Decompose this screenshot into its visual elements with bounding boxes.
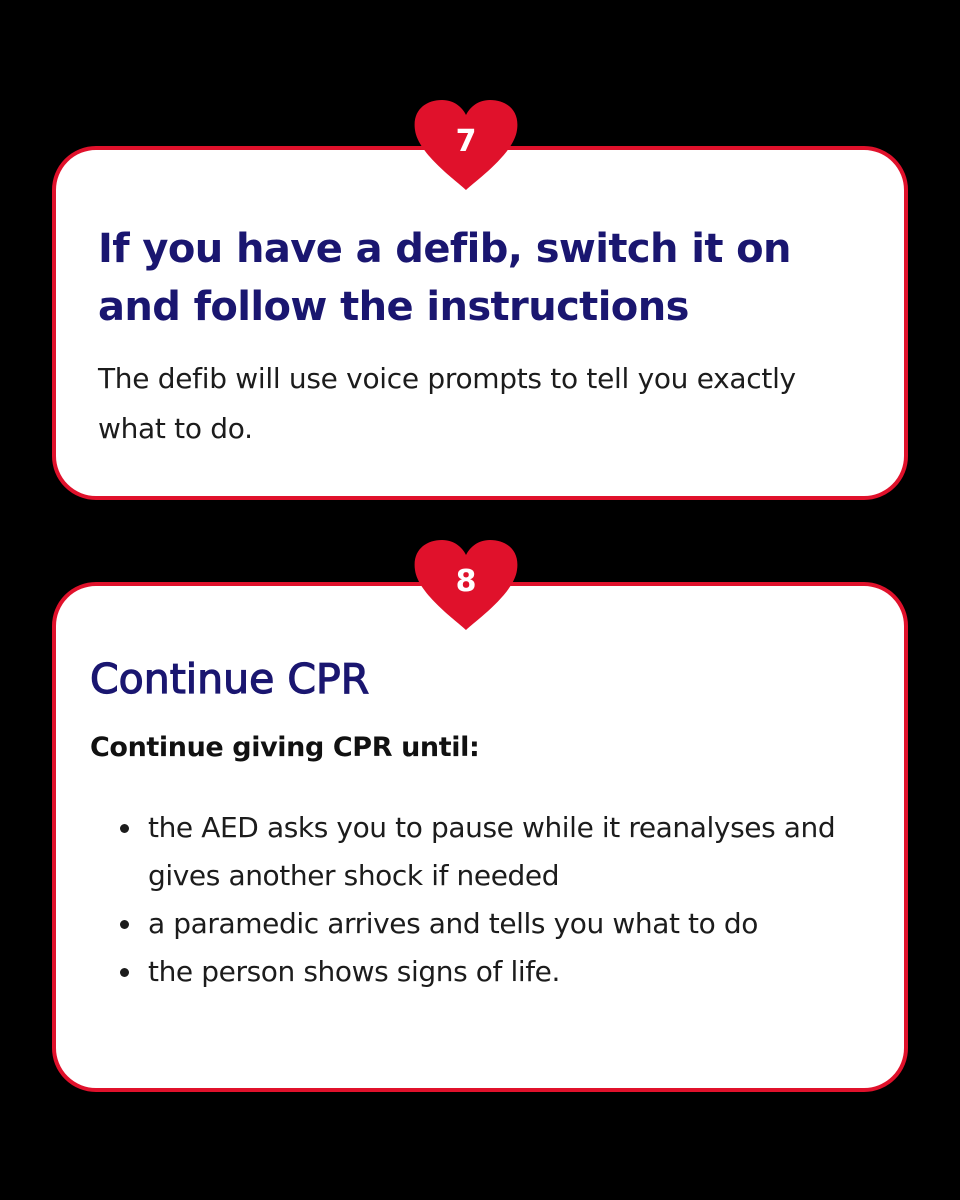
step-8-card [52, 582, 908, 1092]
list-item [114, 900, 894, 948]
bullet-icon [120, 968, 129, 977]
list-item-text: a paramedic arrives and tells you what to do [148, 907, 758, 940]
step-8-number: 8 [455, 564, 477, 599]
list-item [114, 948, 894, 996]
step-7-title: If you have a defib, switch it on and follow the instructions [98, 226, 791, 330]
list-item [114, 804, 894, 900]
bullet-icon [120, 920, 129, 929]
step-7-card [52, 146, 908, 500]
list-item-text: the AED asks you to pause while it reanalyses and gives another shock if needed [148, 811, 836, 892]
bullet-icon [120, 824, 129, 833]
step-8-subheading: Continue giving CPR until: [90, 732, 480, 763]
step-7-description: The defib will use voice prompts to tell you exactly what to do. [98, 362, 796, 445]
step-8-list [114, 804, 894, 996]
step-7-number: 7 [455, 124, 477, 159]
step-7-badge [412, 98, 520, 194]
step-8-title: Continue CPR [90, 655, 370, 703]
step-8-badge [412, 538, 520, 634]
list-item-text: the person shows signs of life. [148, 955, 560, 988]
